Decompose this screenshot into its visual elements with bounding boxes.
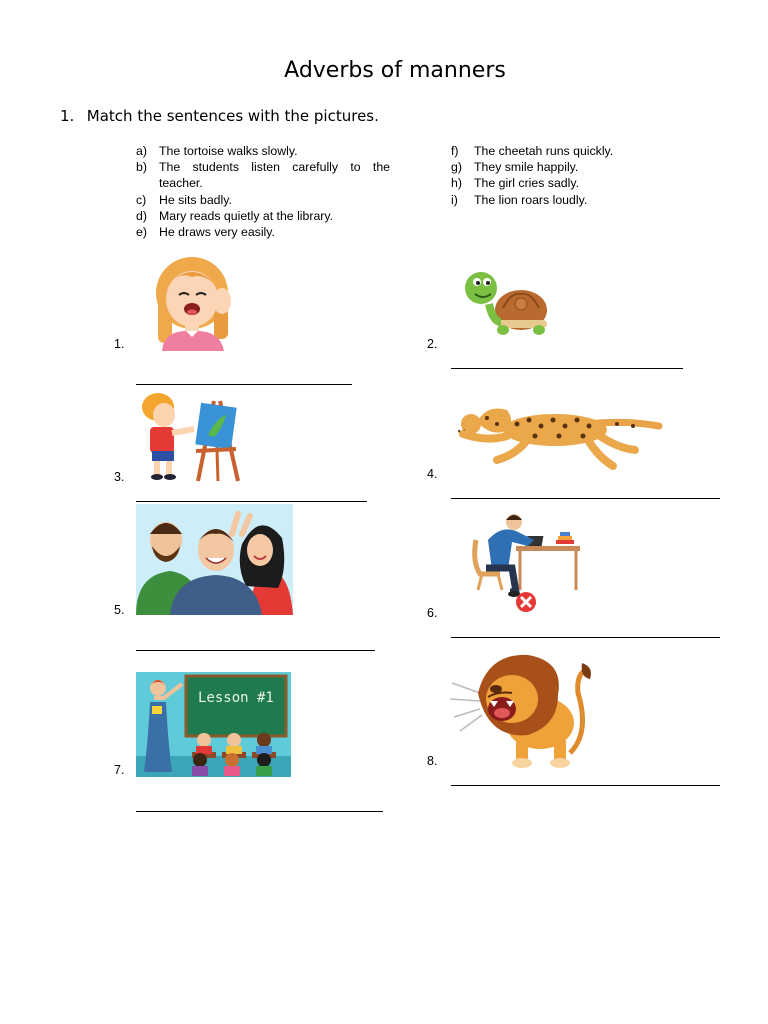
instruction-text: Match the sentences with the pictures.	[86, 107, 379, 125]
picture-number: 5.	[114, 603, 125, 617]
answer-line	[136, 811, 383, 812]
sentence-letter: a)	[136, 144, 147, 158]
sentence-letter: b)	[136, 160, 147, 175]
sentence-letter: c)	[136, 192, 147, 207]
picture-number: 6.	[427, 606, 438, 620]
sentence-item	[451, 192, 711, 208]
man-sitting-badly-picture	[468, 510, 584, 612]
answer-line	[451, 637, 720, 638]
answer-line	[136, 501, 367, 502]
cheetah-picture	[457, 396, 663, 474]
picture-number: 4.	[427, 467, 438, 481]
sentence-item	[136, 143, 390, 159]
picture-number: 1.	[114, 337, 125, 351]
tortoise-picture	[463, 268, 551, 336]
boy-painting-picture	[136, 391, 242, 483]
sentence-item	[136, 208, 390, 224]
classroom-picture	[136, 672, 291, 777]
answer-line	[451, 498, 720, 499]
roaring-lion-picture	[450, 653, 600, 769]
answer-line	[451, 368, 683, 369]
picture-number: 3.	[114, 470, 125, 484]
sentence-item	[451, 175, 711, 191]
answer-line	[136, 650, 375, 651]
sentence-text: The students listen carefully to the teacher.	[159, 160, 390, 191]
crying-girl-picture	[152, 255, 234, 351]
picture-number: 8.	[427, 754, 438, 768]
sentence-letter: d)	[136, 208, 147, 223]
friends-selfie-picture	[136, 504, 293, 615]
sentence-text: He sits badly.	[159, 192, 232, 207]
sentence-letter: f)	[451, 144, 459, 158]
sentence-text: He draws very easily.	[159, 225, 275, 240]
sentence-list-left	[136, 143, 390, 240]
sentence-item	[136, 224, 390, 240]
instruction	[60, 107, 379, 125]
sentence-letter: e)	[136, 225, 147, 240]
sentence-item	[136, 192, 390, 208]
page-title: Adverbs of manners	[284, 58, 506, 83]
answer-line	[451, 785, 720, 786]
sentence-letter: g)	[451, 160, 462, 175]
picture-number: 7.	[114, 763, 125, 777]
picture-number: 2.	[427, 337, 438, 351]
sentence-text: The girl cries sadly.	[474, 176, 580, 191]
instruction-number: 1.	[60, 107, 75, 125]
sentence-item	[136, 159, 390, 191]
sentence-item	[451, 143, 711, 159]
sentence-item	[451, 159, 711, 175]
sentence-text: The lion roars loudly.	[474, 192, 588, 207]
sentence-text: The tortoise walks slowly.	[159, 144, 298, 158]
sentence-letter: h)	[451, 176, 462, 191]
lesson-board-text: Lesson #1	[198, 690, 274, 706]
sentence-list-right	[451, 143, 711, 208]
sentence-text: They smile happily.	[474, 160, 579, 175]
sentence-letter: i)	[451, 192, 458, 207]
sentence-text: The cheetah runs quickly.	[474, 144, 614, 158]
answer-line	[136, 384, 352, 385]
sentence-text: Mary reads quietly at the library.	[159, 208, 334, 223]
